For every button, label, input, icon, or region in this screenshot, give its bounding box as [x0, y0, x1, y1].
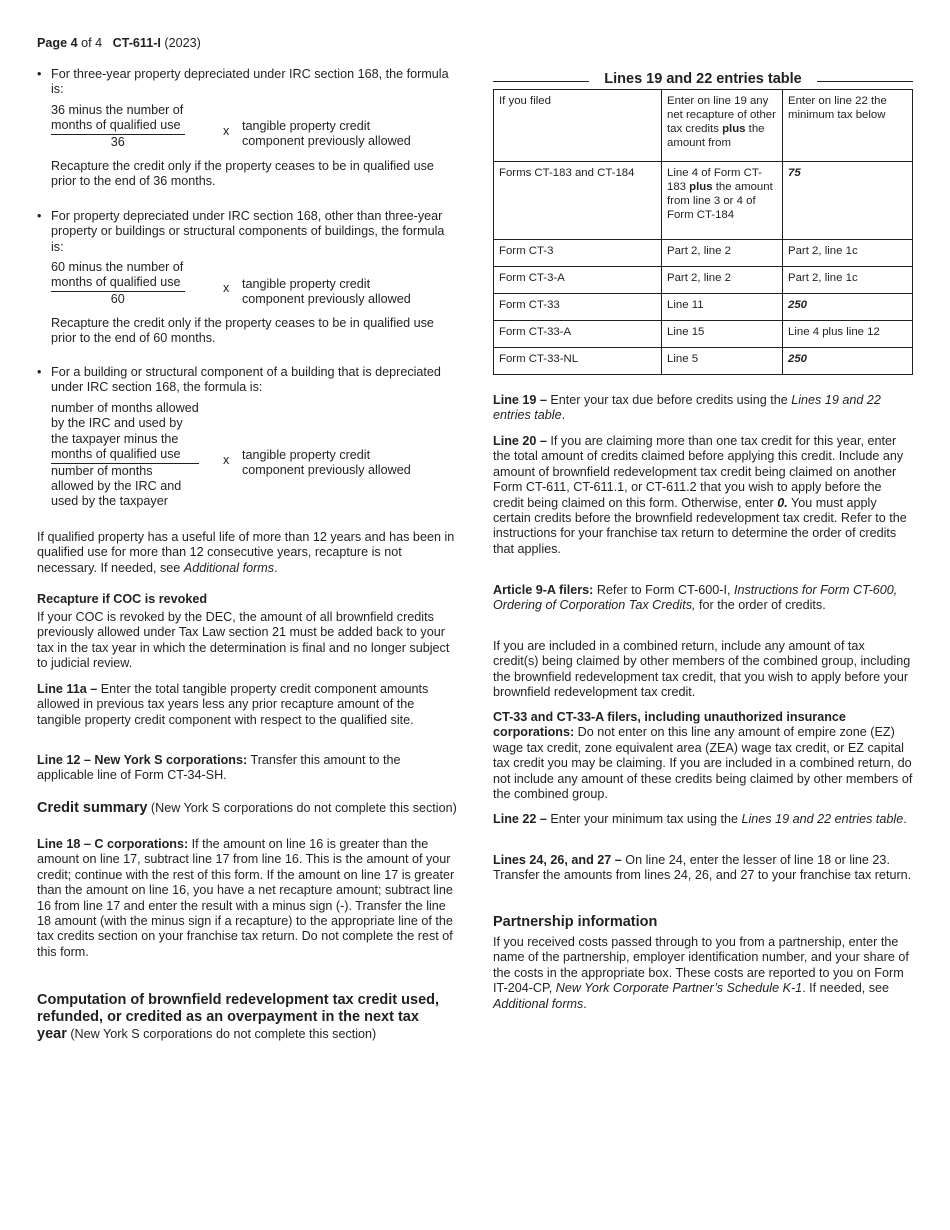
formula-numerator-line: months of qualified use [51, 275, 185, 291]
table-cell: Form CT-3-A [494, 267, 662, 294]
multiply-sign: x [223, 453, 230, 467]
table-row [494, 321, 913, 348]
multiplier-line: component previously allowed [242, 134, 411, 149]
table-row [494, 267, 913, 294]
line-22-text: Enter your minimum tax using the [546, 812, 742, 826]
zero-value: 0. [777, 495, 788, 510]
line-20-label: Line 20 – [493, 434, 547, 448]
title-rule-left [493, 81, 589, 82]
useful-life-text: If qualified property has a useful life of more than 12 years and has been in qualified use for more than 12 consecutive years, recapture is not necessary. If needed, see [37, 530, 455, 575]
ct600-ref: Instructions for Form CT-600, Ordering of Corporation Tax Credits, [493, 583, 898, 613]
ct33-paragraph [493, 710, 913, 802]
bullet-icon: • [37, 209, 42, 223]
table-cell: Line 15 [662, 321, 783, 348]
k1-ref: New York Corporate Partner’s Schedule K-1 [555, 981, 803, 996]
formula-numerator-line: number of months allowed [51, 401, 199, 415]
line-11a-text: Enter the total tangible property credit component amounts allowed in previous tax years less any prior recapture amount of the tangible property credit component with respect to the qualified site. [37, 682, 429, 727]
formula-multiplier [242, 277, 411, 308]
page-label: Page 4 [37, 36, 78, 50]
formula-numerator-line: months of qualified use [51, 447, 199, 463]
computation-title: Computation of brownfield redevelopment tax credit used, refunded, or credited as an overpayment in the next tax year [37, 992, 440, 1042]
line-19-label: Line 19 – [493, 393, 547, 407]
table-cell: 75 [783, 162, 913, 240]
line-18-text: If the amount on line 16 is greater than the amount on line 17, subtract line 17 from line 16. This is the amount of your credit; continue with the rest of this form. If the amount on line 17 is greater than the amount on line 16, you have a net recapture amount; subtract line 16 from line 17 and enter the result with a minus sign (-). Transfer the line 18 amount (with the minus sign if a recapture) to the appropriate line of the tax credits section on your franchise tax return. Do not complete the rest of this form. [37, 837, 455, 959]
credit-summary-heading [37, 800, 457, 817]
table-cell: 250 [783, 348, 913, 375]
recapture-36-text: Recapture the credit only if the property ceases to be in qualified use prior to the end of 36 months. [51, 159, 434, 189]
formula-numerator-line: by the IRC and used by [51, 416, 183, 431]
formula-multiplier [242, 448, 411, 479]
formula-36 [51, 103, 185, 150]
table-cell: Form CT-33-A [494, 321, 662, 348]
ct33-text: Do not enter on this line any amount of empire zone (EZ) wage tax credit, zone equivalent area (ZEA) wage tax credit, or EZ capital tax credit you may be claiming. If you are included in a combined return, do not include any amount of these credits being claimed by other members of the combined group. [493, 725, 913, 802]
formula-numerator-line: the taxpayer minus the [51, 431, 179, 446]
table-cell: Part 2, line 1c [783, 267, 913, 294]
line-20-text-2: You must apply certain credits before the brownfield redevelopment tax credit. Refer to the instructions for your franchise tax return to determine the order of credits that applies. [493, 495, 907, 556]
partnership-text-2: . If needed, see [802, 981, 890, 996]
line-20-paragraph [493, 434, 913, 557]
table-header-row [494, 90, 913, 162]
recapture-60-text: Recapture the credit only if the property ceases to be in qualified use prior to the end of 60 months. [51, 316, 434, 346]
form-year: (2023) [164, 36, 201, 50]
formula-60 [51, 260, 185, 307]
coc-heading: Recapture if COC is revoked [37, 592, 208, 606]
table-cell: Line 5 [662, 348, 783, 375]
entries-table [493, 89, 913, 375]
line-22-label: Line 22 – [493, 812, 547, 826]
line-12-label: Line 12 – New York S corporations: [37, 753, 248, 767]
entries-table-title [493, 72, 913, 87]
table-cell: Part 2, line 2 [662, 240, 783, 267]
formula-denominator: 36 [110, 134, 125, 149]
multiplier-line: tangible property credit [242, 277, 371, 291]
article-9a-paragraph [493, 583, 913, 614]
line-19-text: Enter your tax due before credits using the [546, 393, 792, 407]
computation-note: (New York S corporations do not complete this section) [66, 1027, 377, 1041]
table-cell: Part 2, line 1c [783, 240, 913, 267]
entries-table-ref: Lines 19 and 22 entries table [493, 393, 881, 423]
table-cell: Line 4 plus line 12 [783, 321, 913, 348]
formula-denominator-line: number of months [51, 463, 153, 478]
form-number: CT-611-I [112, 36, 161, 50]
article-9a-text: Refer to Form CT-600-I, [593, 583, 734, 597]
useful-life-paragraph: If qualified property has a useful life of more than 12 years and has been in qualified use for more than 12 consecutive years, recapture is not necessary. If needed, see Additional forms. [37, 530, 455, 575]
line-18-label: Line 18 – C corporations: [37, 837, 189, 851]
line-19-paragraph: Line 19 – Enter your tax due before credits using the Lines 19 and 22 entries table. [493, 393, 881, 423]
table-row [494, 240, 913, 267]
bullet-icon: • [37, 67, 42, 81]
formula-denominator: 60 [110, 291, 125, 306]
additional-forms-ref: Additional forms [493, 996, 584, 1011]
formula-numerator-line: 60 minus the number of [51, 260, 184, 274]
line-22-paragraph: Line 22 – Enter your minimum tax using the Lines 19 and 22 entries table. [493, 812, 907, 826]
page-of: of 4 [81, 36, 103, 50]
table-cell: Part 2, line 2 [662, 267, 783, 294]
formula-denominator-line: allowed by the IRC and [51, 479, 182, 494]
line-12-text: Transfer this amount to the applicable line of Form CT-34-SH. [37, 753, 401, 783]
credit-summary-note: (New York S corporations do not complete this section) [147, 801, 457, 815]
table-row [494, 162, 913, 240]
formula-numerator-line: 36 minus the number of [51, 103, 184, 117]
table-cell: Line 11 [662, 294, 783, 321]
partnership-heading: Partnership information [493, 914, 658, 930]
ct33-label: CT-33 and CT-33-A filers, including unauthorized insurance corporations: [493, 710, 846, 740]
entries-table-ref: Lines 19 and 22 entries table [741, 812, 904, 826]
multiplier-line: tangible property credit [242, 448, 371, 462]
table-cell: Enter on line 19 any net recapture of other tax credits plus the amount from [662, 90, 783, 162]
multiplier-line: tangible property credit [242, 119, 371, 133]
formula-numerator-line: months of qualified use [51, 118, 185, 134]
coc-text: If your COC is revoked by the DEC, the amount of all brownfield credits previously allowed under Tax Law section 21 must be added back to your tax in the tax year in which the determination is final and no longer subject to judicial review. [37, 610, 450, 671]
table-cell: Forms CT-183 and CT-184 [494, 162, 662, 240]
line-20-text: If you are claiming more than one tax credit for this year, enter the total amount of credits claimed before applying this credit. Include any amount of brownfield redevelopment tax credit being claimed on another Form CT-611, CT-611.1, or CT-611.2 that you wish to apply before the credit being claimed on this form. Otherwise, enter [493, 434, 904, 510]
credit-summary-title: Credit summary [37, 800, 148, 816]
lines-24-label: Lines 24, 26, and 27 – [493, 853, 622, 867]
article-9a-label: Article 9-A filers: [493, 583, 594, 597]
computation-heading [37, 992, 447, 1043]
formula-denominator-line: used by the taxpayer [51, 494, 168, 509]
lines-24-text: On line 24, enter the lesser of line 18 or line 23. Transfer the amounts from lines 24, 26, and 27 to your franchise tax return. [493, 853, 912, 883]
line-12-paragraph [37, 753, 457, 784]
line-11a-paragraph [37, 682, 457, 728]
formula-multiplier [242, 119, 411, 150]
bullet-text: For a building or structural component of a building that is depreciated under IRC section 168, the formula is: [51, 365, 441, 395]
multiplier-line: component previously allowed [242, 292, 411, 307]
formula-building [51, 401, 199, 510]
multiply-sign: x [223, 281, 230, 295]
title-rule-right [817, 81, 913, 82]
table-cell: Form CT-33 [494, 294, 662, 321]
article-9a-text-2: for the order of credits. [695, 598, 826, 613]
bullet-text: For three-year property depreciated under IRC section 168, the formula is: [51, 67, 449, 97]
table-cell: Enter on line 22 the minimum tax below [783, 90, 913, 162]
table-cell: If you filed [494, 90, 662, 162]
bullet-icon: • [37, 365, 42, 379]
page-header [37, 36, 201, 51]
bullet-text: For property depreciated under IRC section 168, other than three-year property or buildings or structural components of buildings, the formula is: [51, 209, 445, 254]
table-cell: 250 [783, 294, 913, 321]
combined-return-text: If you are included in a combined return, include any amount of tax credit(s) being claimed by other members of the combined group, including the brownfield redevelopment tax credit, that you wish to apply before your brownfield redevelopment tax credit. [493, 639, 911, 700]
table-cell: Form CT-33-NL [494, 348, 662, 375]
line-18-paragraph [37, 837, 457, 960]
table-cell: Form CT-3 [494, 240, 662, 267]
additional-forms-ref: Additional forms [183, 560, 275, 575]
lines-24-26-27-paragraph [493, 853, 913, 884]
line-11a-label: Line 11a – [37, 682, 98, 696]
entries-table-title-text: Lines 19 and 22 entries table [604, 71, 802, 87]
multiply-sign: x [223, 124, 230, 138]
table-cell: Line 4 of Form CT-183 plus the amount from line 3 or 4 of Form CT-184 [662, 162, 783, 240]
table-row [494, 294, 913, 321]
table-row [494, 348, 913, 375]
partnership-text: If you received costs passed through to you from a partnership, enter the name of the partnership, employer identification number, and your share of the costs in the appropriate box. These costs are reported to you on Form IT-204-CP, [493, 935, 909, 996]
partnership-paragraph: If you received costs passed through to you from a partnership, enter the name of the partnership, employer identification number, and your share of the costs in the appropriate box. These costs are reported to you on Form IT-204-CP, New York Corporate Partner’s Schedule K-1. If needed, see Additional forms. [493, 935, 909, 1011]
multiplier-line: component previously allowed [242, 463, 411, 478]
